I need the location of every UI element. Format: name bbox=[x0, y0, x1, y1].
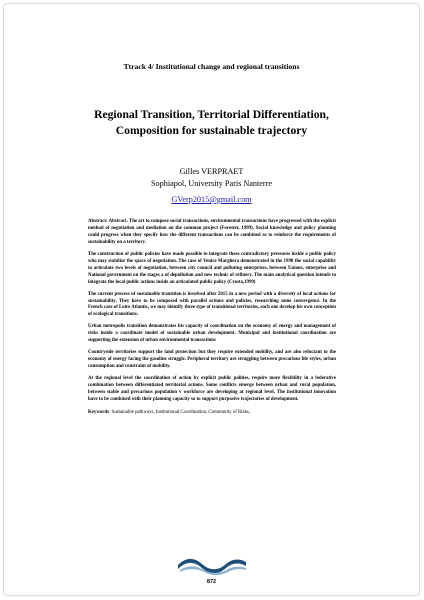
paragraph: The construction of public policies have made possible to integrate these contradictory pressures inside a public policy who may stabilize the space of negotiation. The case of Venice Marghera demonstrated in the 1990 the social capability to articulate two levels of negotiation, between city council and polluting enterprises, between Unions, enterprise and National government on the stages a of depollution and new technic of refinery. The main analytical question intends to integrate the local public actions inside an articulated public policy (Crosta,1999) bbox=[88, 251, 336, 285]
footer-wave-logo bbox=[4, 553, 419, 580]
title-line: Composition for sustainable trajectory bbox=[115, 124, 308, 137]
paragraph: At the regional level the coordination of action by explicit public polities, require more flexibility in a federative combination between differentiated territorial actions. Some conflicts emerge between urban and rural population, between stable and precarious population v workforce are developing at regional level. The institutional innovation have to be combined with their planning capacity so to support purposive trajectories of development. bbox=[88, 376, 336, 402]
keywords-text: : Sustainable pathways, Institutional Coordination, Community of Risks, bbox=[109, 409, 251, 415]
paragraph: Countryside territories support the land protection but they require extended mobility, and are also reluctant to the economy of energy facing the gasoline struggle. Peripheral territory are struggling between precarious life styles, urban consumption and constraint of mobility. bbox=[88, 350, 336, 370]
author-name: Gilles VERPRAET bbox=[179, 167, 244, 176]
keywords bbox=[88, 410, 336, 417]
paper-title bbox=[4, 107, 419, 139]
author-email-link[interactable]: GVerp2015@gmail.com bbox=[171, 195, 252, 204]
wave-logo-icon bbox=[176, 553, 248, 575]
track-heading: Ttrack 4/ Institutional change and regional transitions bbox=[123, 62, 300, 71]
paragraph: Urban metropolis transition demonstrates his capacity of coordination on the economy of energy and management of risks inside a coordinate model of sustainable urban development. Municipal and institutional coordination are supporting the extension of urban environmental transactions bbox=[88, 324, 336, 344]
paragraph: The current process of sustainable transition is involved after 2015 in a new period with a diversity of local actions for sustainability. They have to be composed with parallel actions and policies, researching some convergence. In the French case of Loire Atlantic, we may identify three type of transitional territories, each one develop his own conception of ecological transitions. bbox=[88, 291, 336, 318]
author-affiliation: Sophiapol, University Paris Nanterre bbox=[151, 179, 272, 188]
paragraph: Abstract: Abstract. The art to compose social transactions, environmental transactions have progressed with the explicit method of negotiation and mediation on the common project (Forester, 1999). Social knowledge and policy planning could progress when they specify how the different transactions can be combined so to reinforce the requirements of sustainability on a territory. bbox=[88, 219, 336, 245]
abstract-body bbox=[88, 219, 336, 417]
paper-page bbox=[4, 4, 419, 595]
author-block bbox=[4, 166, 419, 190]
page-number: 872 bbox=[206, 579, 217, 585]
wave-dark-shape bbox=[178, 559, 246, 573]
keywords-label: Keywords bbox=[88, 409, 109, 415]
title-line: Regional Transition, Territorial Differentiation, bbox=[94, 108, 329, 121]
